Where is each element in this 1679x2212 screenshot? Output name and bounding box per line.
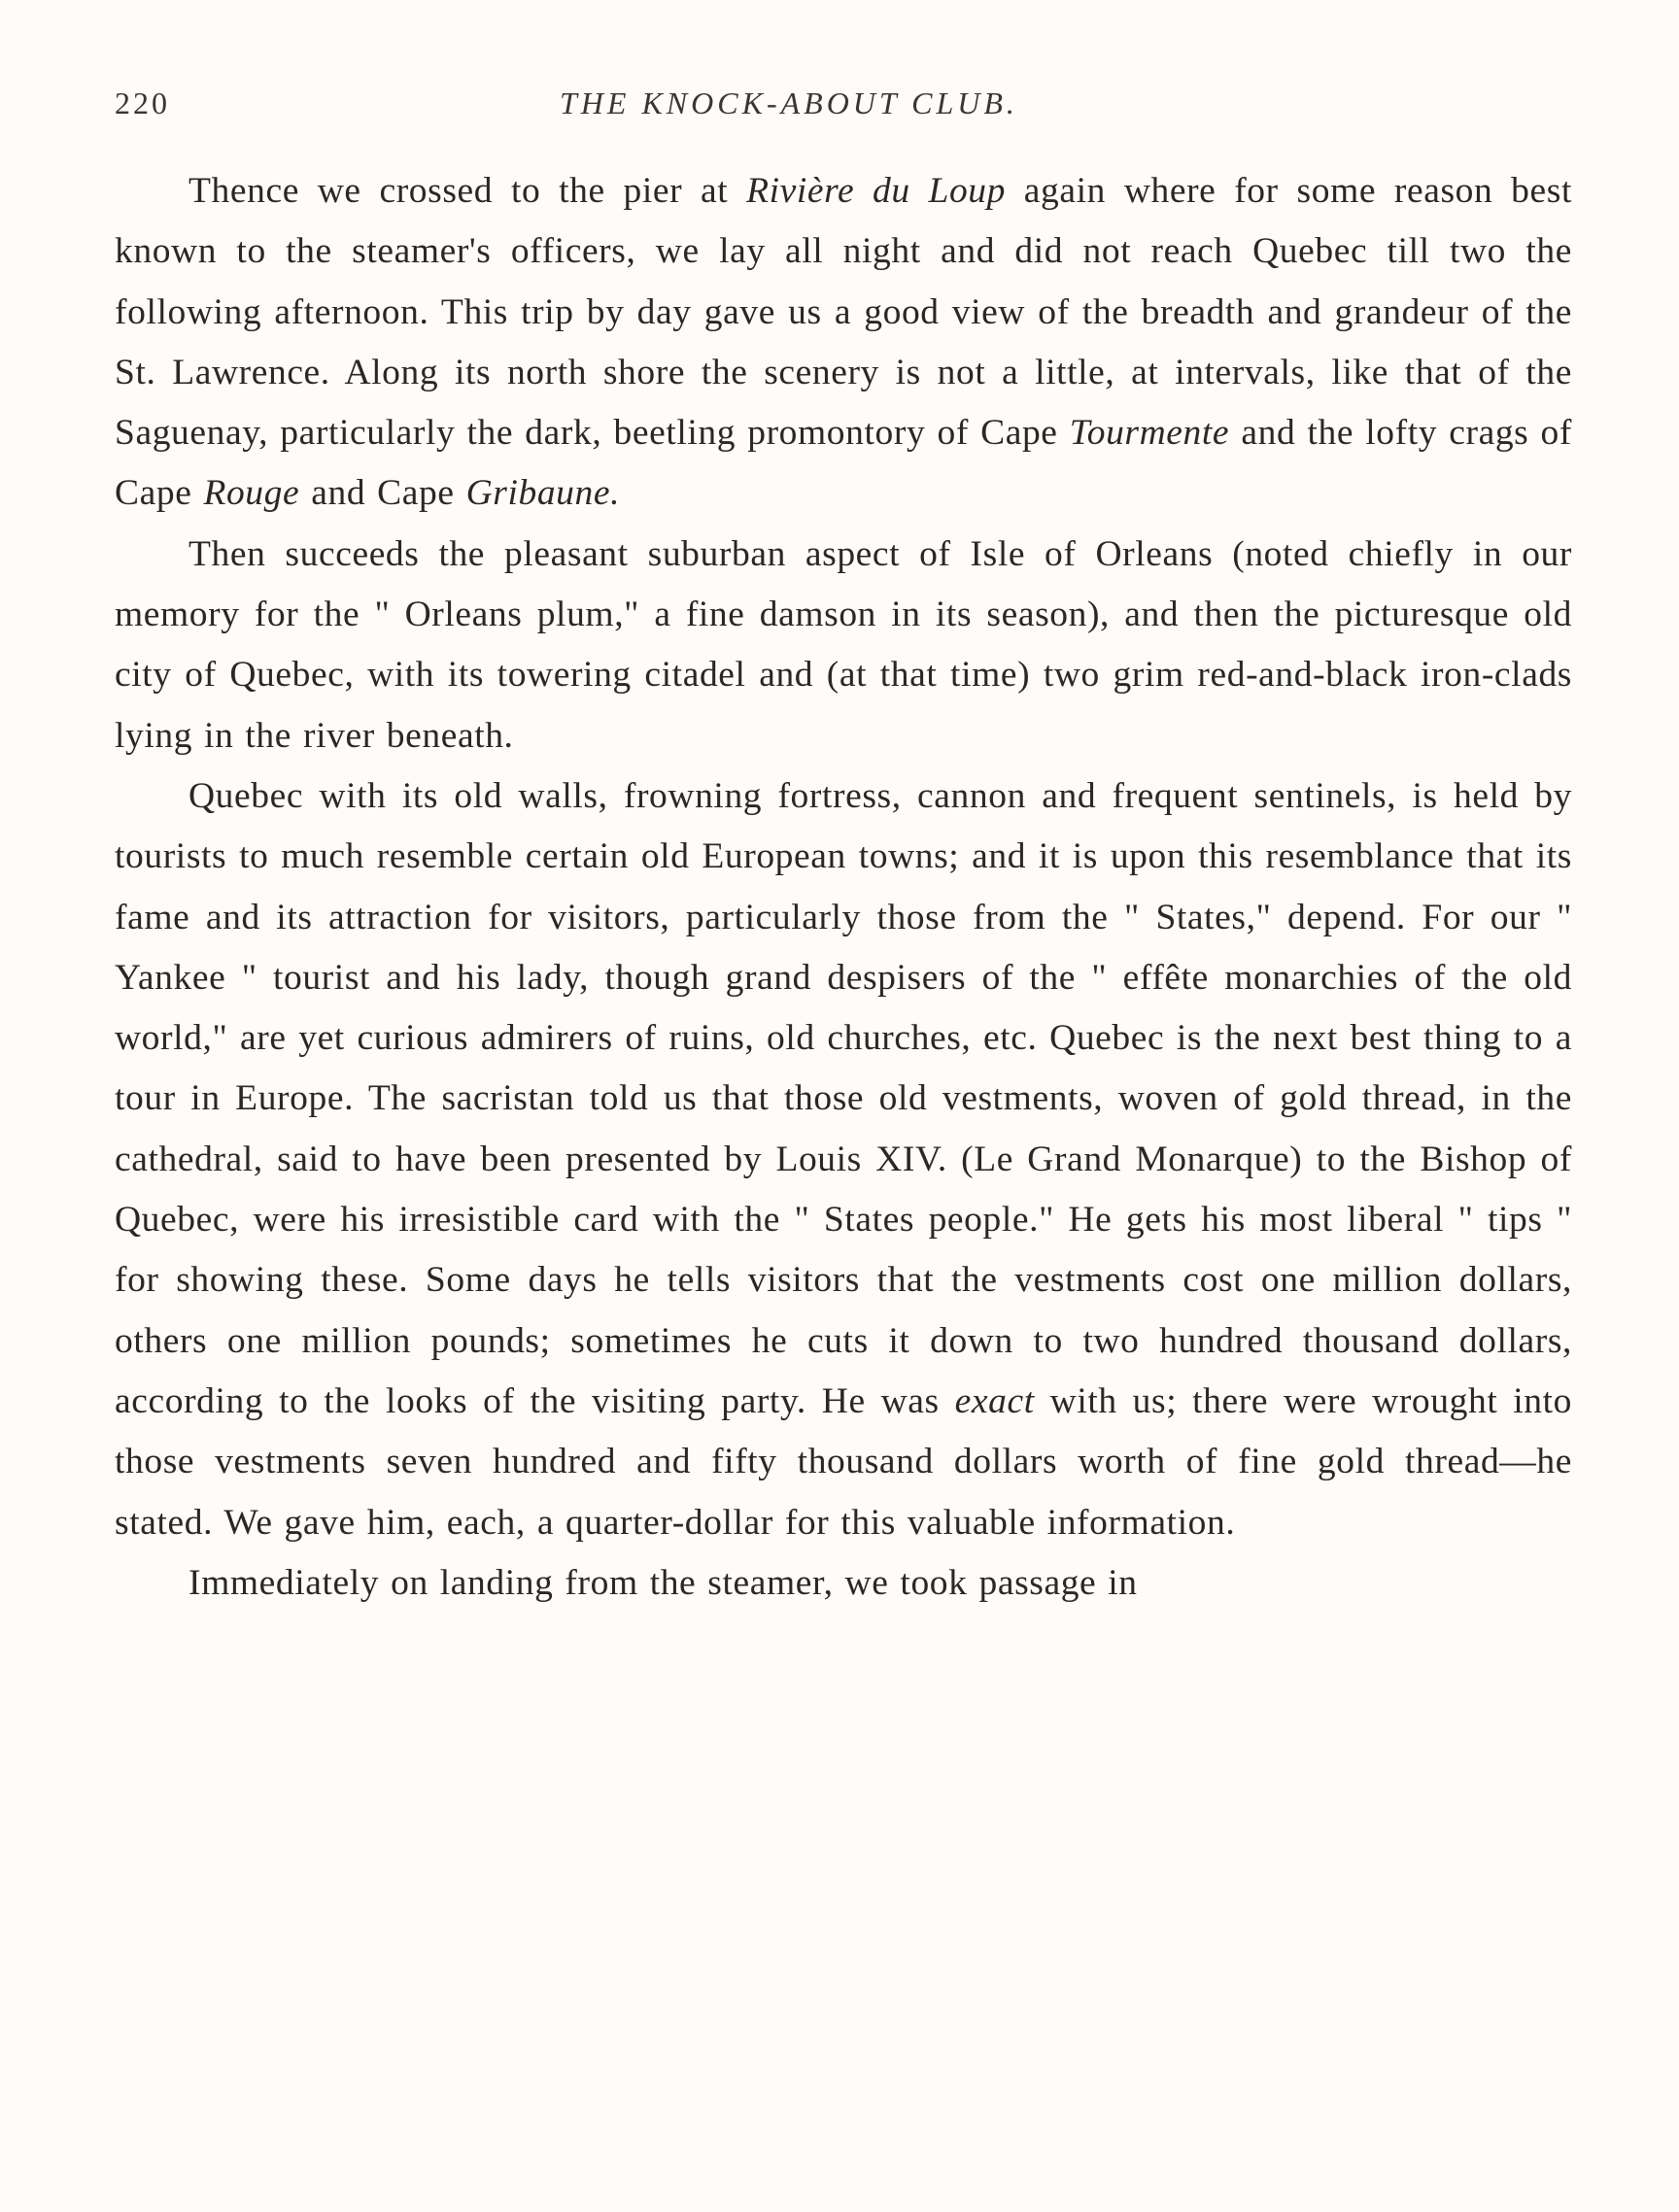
text-run: again where for some reason best known to the steamer's officers, we lay all night and did not reach Quebec till two the following afternoon. This trip by day gave us a good view of the breadth and grandeur of the St. Lawrence. Along its north shore the scenery is not a little, at intervals, like that of the Saguenay, particularly the dark, beetling promontory of Cape (115, 171, 1572, 454)
text-run: Thence we crossed to the pier at (188, 171, 747, 211)
text-run: Immediately on landing from the steamer, we took passage in (188, 1562, 1138, 1603)
body-text (115, 161, 1572, 1614)
text-run: and Cape (299, 473, 466, 514)
paragraph (115, 161, 1572, 525)
running-title: THE KNOCK-ABOUT CLUB. (560, 85, 1018, 120)
italic-place-name: Gribaune. (465, 473, 621, 514)
text-run: and the lofty crags of Cape (115, 413, 1572, 514)
paragraph (115, 766, 1572, 1553)
italic-place-name: Rivière du Loup (746, 171, 1006, 211)
text-run: Quebec with its old walls, frowning fortress, cannon and frequent sentinels, is held by tourists to much resemble certain old European towns; and it is upon this resemblance that its fame and its attraction for visitors, particularly those from the " States," depend. For our " Yankee " tourist and his lady, though grand despisers of the " effête monarchies of the old world," are yet curious admirers of ruins, old churches, etc. Quebec is the next best thing to a tour in Europe. The sacristan told us that those old vestments, woven of gold thread, in the cathedral, said to have been presented by Louis XIV. (Le Grand Monarque) to the Bishop of Quebec, were his irresistible card with the " States people." He gets his most liberal " tips " for showing these. Some days he tells visitors that the vestments cost one million dollars, others one million pounds; sometimes he cuts it down to two hundred thousand dollars, according to the looks of the visiting party. He was (115, 775, 1572, 1421)
italic-emphasis: exact (954, 1380, 1035, 1421)
page-number: 220 (115, 85, 170, 120)
italic-place-name: Rouge (203, 473, 300, 514)
running-head (115, 85, 1572, 128)
paragraph (115, 1553, 1572, 1614)
text-run: with us; there were wrought into those vestments seven hundred and fifty thousand dollars worth of fine gold thread—he stated. We gave him, each, a quarter-dollar for this valuable information. (115, 1380, 1572, 1543)
paragraph (115, 525, 1572, 766)
italic-place-name: Tourmente (1069, 413, 1230, 454)
text-run: Then succeeds the pleasant suburban aspect of Isle of Orleans (noted chiefly in our memory for the " Orleans plum," a fine damson in its season), and then the picturesque old city of Quebec, with its towering citadel and (at that time) two grim red-and-black iron-clads lying in the river beneath. (115, 533, 1572, 756)
